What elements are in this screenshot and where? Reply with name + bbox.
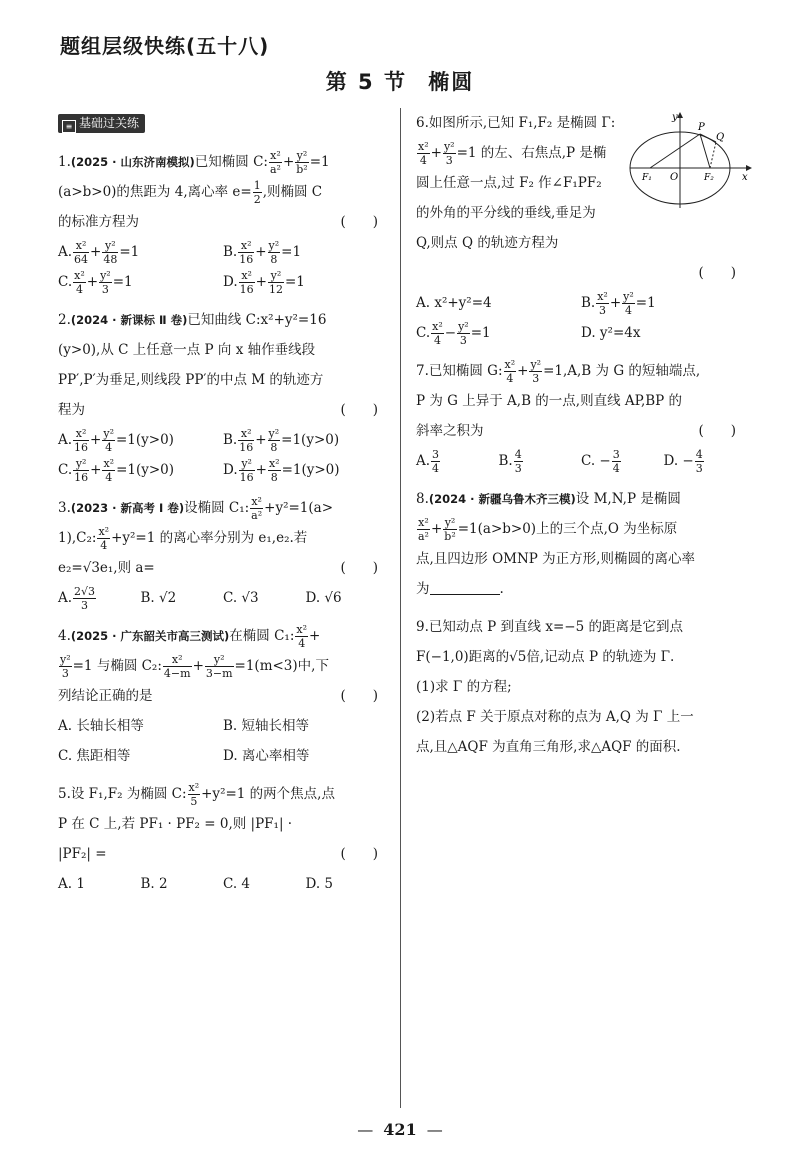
options — [58, 237, 388, 297]
question-2: 2.(2024 · 新课标 Ⅱ 卷)已知曲线 C:x²+y²=16 (y>0),从 C 上任意一点 P 向 x 轴作垂线段 PP′,P′为垂足,则线段 PP′的中点 M 的轨迹方 程为 ( ) A. $\frac{\text{x²}}{16}$ + $\frac{\text{y²}}{4}$ =1(y>0) B. $\frac{\text{x²}}{16}$ + $\frac{\text{y²}}{8}$ =1(y>0) C. $\frac{\text{y²}}{16}$ + $\frac{\text{x²}}{4}$ =1(y>0) D. $\frac{\text{y²}}{16}$ + $\frac{\text{x²}}{8}$ =1(y>0) — [58, 305, 388, 485]
x-axis-arrow — [746, 165, 752, 171]
option-b: B. $\frac{\text{x²}}{16}$ + $\frac{\text{y²}}{8}$ =1(y>0) — [223, 427, 340, 454]
segment-f2p — [700, 134, 710, 168]
label-f2: F₂ — [704, 173, 714, 183]
question-3: 3.(2023 · 新高考 Ⅰ 卷)设椭圆 C₁: $\frac{\text{x²}}{\text{a²}}$ +y²=1(a> 1),C₂: $\frac{\text{x²}}{4}$ +y²=1 的离心率分别为 e₁,e₂.若 e₂=√3e₁,则 a= ( ) A. $\frac{2√3}{3}$ B. √2 C. √3 D. √6 — [58, 493, 388, 613]
option-a: A. $\frac{3}{4}$ — [416, 448, 440, 475]
section-title — [0, 66, 800, 96]
option-d: D. √6 — [305, 590, 342, 606]
label-f1: F₁ — [642, 173, 652, 183]
option-a: A. $\frac{2√3}{3}$ — [58, 585, 96, 612]
option-b: B. $\frac{\text{x²}}{3}$ + $\frac{\text{y²}}{4}$ =1 — [581, 290, 656, 317]
page-number: — 421 — — [357, 1120, 443, 1139]
section-badge: ≡ 基础过关练 — [58, 114, 145, 133]
option-d: D. $\frac{\text{y²}}{16}$ + $\frac{\text{x²}}{8}$ =1(y>0) — [223, 457, 340, 484]
y-axis-arrow — [677, 112, 683, 118]
option-d: D. − $\frac{4}{3}$ — [663, 448, 703, 475]
option-c: C. 4 — [223, 876, 251, 892]
question-1: 1.(2025 · 山东济南模拟)已知椭圆 C: $\frac{\text{x²}}{\text{a²}}$ + $\frac{\text{y²}}{\text{b²}}$ =1 (a>b>0)的焦距为 4,离心率 e= $\frac{1}{2}$ ,则椭圆 C 的标准方程为 ( ) A. $\frac{\text{x²}}{64}$ + $\frac{\text{y²}}{48}$ =1 B. $\frac{\text{x²}}{16}$ + $\frac{\text{y²}}{8}$ =1 C. $\frac{\text{x²}}{4}$ + $\frac{\text{y²}}{3}$ =1 D. $\frac{\text{x²}}{16}$ + $\frac{\text{y²}}{12}$ =1 — [58, 147, 388, 297]
options — [58, 869, 388, 899]
options — [58, 711, 388, 771]
option-b: B. $\frac{\text{x²}}{16}$ + $\frac{\text{y²}}{8}$ =1 — [223, 239, 302, 266]
option-d: D. 离心率相等 — [223, 748, 310, 764]
option-b: B. $\frac{4}{3}$ — [498, 448, 522, 475]
option-a: A. $\frac{\text{x²}}{16}$ + $\frac{\text{y²}}{4}$ =1(y>0) — [58, 427, 174, 454]
question-6: 6.如图所示,已知 F₁,F₂ 是椭圆 Γ: $\frac{\text{x²}}{4}$ + $\frac{\text{y²}}{3}$ =1 的左、右焦点,P 是椭 圆上任意一点,过 F₂ 作∠F₁PF₂ 的外角的平分线的垂线,垂足为 Q,则点 Q 的轨迹方程为 ( ) A. x²+y²=4 B. $\frac{\text{x²}}{3}$ + $\frac{\text{y²}}{4}$ =1 C. $\frac{\text{x²}}{4}$ − $\frac{\text{y²}}{3}$ =1 D. y²=4x — [416, 108, 746, 348]
option-c: C. − $\frac{3}{4}$ — [581, 448, 620, 475]
column-divider — [400, 108, 401, 1108]
left-column — [58, 108, 388, 907]
label-y: y — [672, 112, 678, 123]
options — [416, 288, 746, 348]
options — [58, 583, 388, 613]
option-a: A. 长轴长相等 — [58, 718, 144, 734]
option-c: C. $\frac{\text{x²}}{4}$ + $\frac{\text{y²}}{3}$ =1 — [58, 269, 133, 296]
section-number: 第 5 节 — [325, 70, 407, 94]
question-8: 8.(2024 · 新疆乌鲁木齐三模)设 M,N,P 是椭圆 $\frac{\text{x²}}{\text{a²}}$ + $\frac{\text{y²}}{\text{b²}}$ =1(a>b>0)上的三个点,O 为坐标原 点,且四边形 OMNP 为正方形,则椭圆的离心率 为 . — [416, 491, 695, 597]
question-7: 7.已知椭圆 G: $\frac{\text{x²}}{4}$ + $\frac{\text{y²}}{3}$ =1,A,B 为 G 的短轴端点, P 为 G 上异于 A,B 的一点,则直线 AP,BP 的 斜率之积为 ( ) A. $\frac{3}{4}$ B. $\frac{4}{3}$ C. − $\frac{3}{4}$ D. − $\frac{4}{3}$ — [416, 356, 746, 476]
option-d: D. $\frac{\text{x²}}{16}$ + $\frac{\text{y²}}{12}$ =1 — [223, 269, 305, 296]
question-4: 4.(2025 · 广东韶关市高三测试)在椭圆 C₁: $\frac{\text{x²}}{4}$ + $\frac{\text{y²}}{3}$ =1 与椭圆 C₂: $\frac{\text{x²}}{4-m}$ + $\frac{\text{y²}}{3-m}$ =1(m<3)中,下 列结论正确的是 ( ) A. 长轴长相等 B. 短轴长相等 C. 焦距相等 D. 离心率相等 — [58, 621, 388, 771]
option-b: B. 短轴长相等 — [223, 718, 310, 734]
option-a: A. x²+y²=4 — [416, 295, 492, 311]
answer-blank[interactable] — [430, 580, 500, 595]
answer-parentheses: ( ) — [340, 214, 378, 230]
option-c: C. √3 — [223, 590, 259, 606]
segment-f1p — [650, 134, 700, 168]
option-b: B. 2 — [140, 876, 168, 892]
ellipse-diagram — [628, 110, 752, 210]
label-x: x — [742, 172, 748, 183]
page-header-title: 题组层级快练(五十八) — [60, 34, 270, 58]
perpendicular-line — [710, 142, 716, 168]
label-p: P — [698, 122, 705, 133]
question-9: 9.已知动点 P 到直线 x=−5 的距离是它到点 F(−1,0)距离的√5倍,记动点 P 的轨迹为 Γ. (1)求 Γ 的方程; (2)若点 F 关于原点对称的点为 A,Q 为 Γ 上一 点,且△AQF 为直角三角形,求△AQF 的面积. — [416, 619, 694, 755]
label-o: O — [670, 172, 679, 183]
options — [416, 446, 746, 476]
label-q: Q — [716, 132, 725, 143]
option-c: C. $\frac{\text{y²}}{16}$ + $\frac{\text{x²}}{4}$ =1(y>0) — [58, 457, 175, 484]
option-d: D. 5 — [305, 876, 334, 892]
option-a: A. 1 — [58, 876, 85, 892]
options — [58, 425, 388, 485]
option-d: D. y²=4x — [581, 325, 641, 341]
option-b: B. √2 — [140, 590, 177, 606]
notebook-icon: ≡ — [62, 120, 76, 133]
question-5: 5.设 F₁,F₂ 为椭圆 C: $\frac{\text{x²}}{5}$ +y²=1 的两个焦点,点 P 在 C 上,若 PF₁ · PF₂ = 0,则 |PF₁| · |PF₂| = ( ) A. 1 B. 2 C. 4 D. 5 — [58, 779, 388, 899]
option-c: C. $\frac{\text{x²}}{4}$ − $\frac{\text{y²}}{3}$ =1 — [416, 320, 491, 347]
option-a: A. $\frac{\text{x²}}{64}$ + $\frac{\text{y²}}{48}$ =1 — [58, 239, 140, 266]
section-name: 椭圆 — [428, 70, 475, 94]
option-c: C. 焦距相等 — [58, 748, 131, 764]
